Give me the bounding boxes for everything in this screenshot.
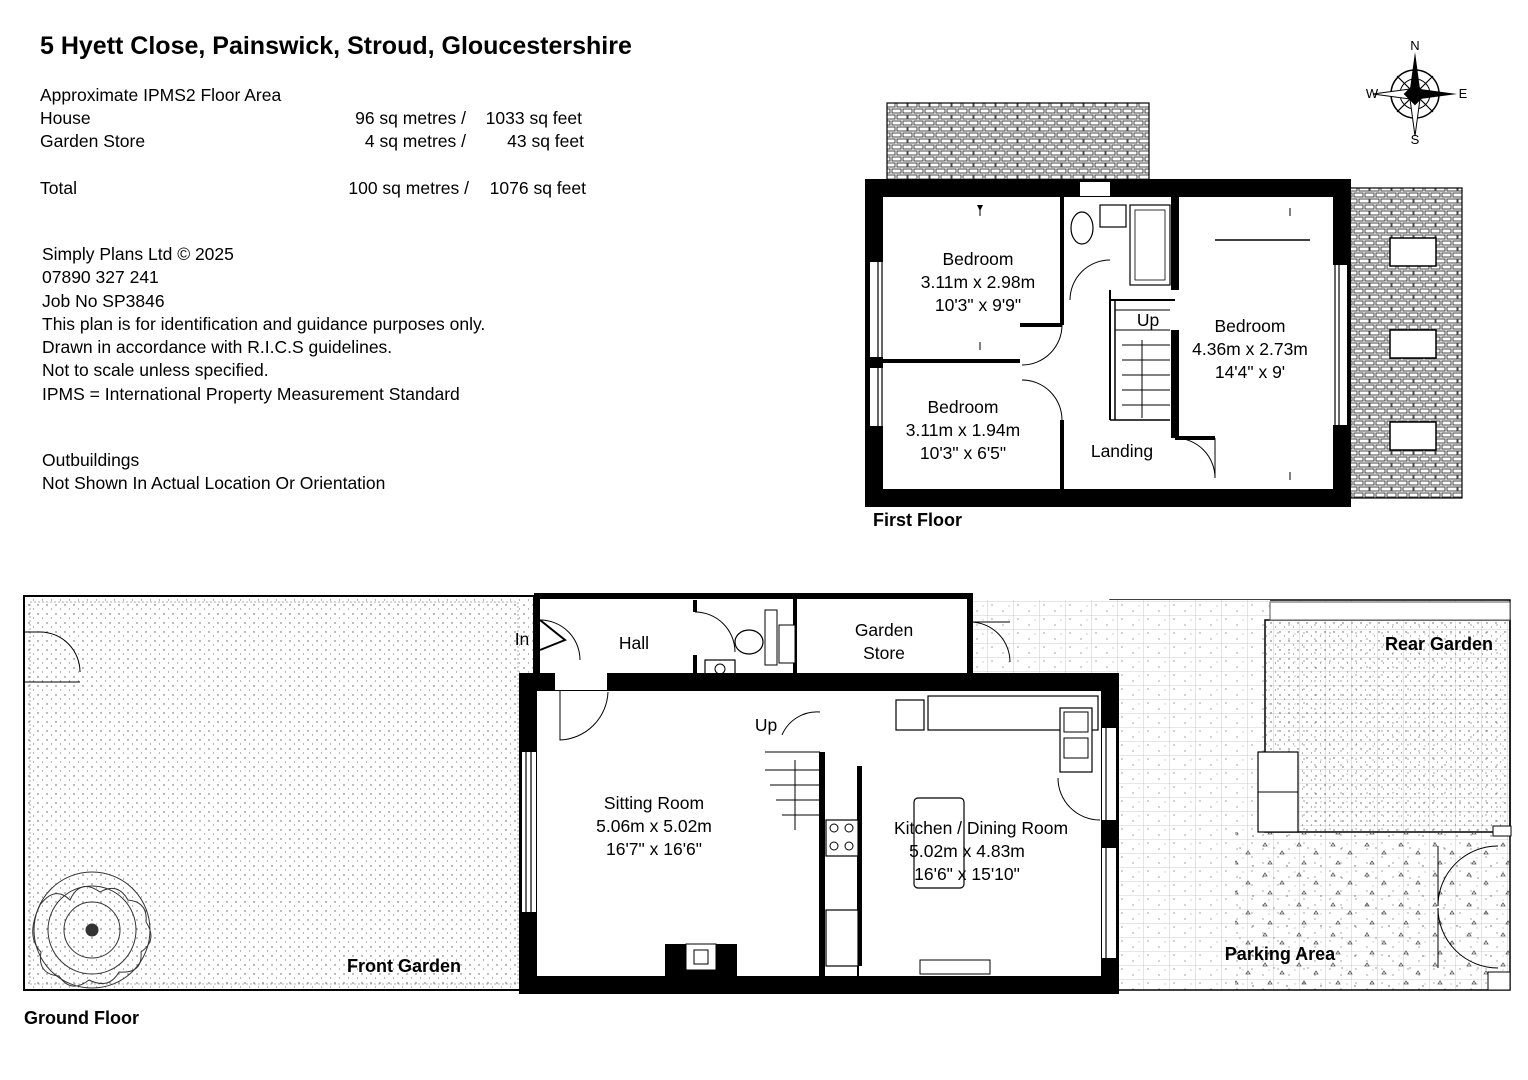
ff-bedroom1-imperial: 10'3" x 9'9" [934,295,1022,315]
front-garden-area [24,596,534,990]
ff-bedroom2-name: Bedroom [927,397,999,417]
compass-rose [1366,38,1468,147]
outbuildings-heading: Outbuildings [42,450,140,470]
company-name: Simply Plans Ltd © 2025 [42,244,234,264]
gf-stairs-up: Up [754,715,778,735]
gf-kitchen-metric: 5.02m x 4.83m [909,841,1025,861]
roof-tiles-top [887,103,1149,188]
compass-w: W [1365,86,1379,101]
gf-entrance-in: In [514,629,530,649]
roof-window [1390,330,1436,358]
ff-stairs-up: Up [1136,310,1160,330]
disclaimer-line-2: Drawn in accordance with R.I.C.S guidelines. [42,337,393,358]
company-phone: 07890 327 241 [42,267,159,288]
gf-kitchen-imperial: 16'6" x 15'10" [914,864,1020,884]
area-store-imperial: 43 sq feet [507,131,584,151]
compass-e: E [1458,86,1468,101]
area-total-metric: 100 sq metres / [348,178,469,198]
area-total-imperial: 1076 sq feet [489,178,586,198]
gf-sitting-room-name: Sitting Room [603,793,705,813]
compass-s: S [1410,132,1420,147]
ff-bedroom1-name: Bedroom [942,249,1014,269]
ground-floor-label: Ground Floor [24,1008,139,1028]
area-store-metric: 4 sq metres / [364,131,466,151]
gf-kitchen-name: Kitchen / Dining Room [893,818,1069,838]
job-number: Job No SP3846 [42,290,165,311]
disclaimer-line-1: This plan is for identification and guidance purposes only. [42,313,486,334]
roof-window [1390,422,1436,450]
gf-garden-store-line1: Garden [854,620,914,640]
area-house-label: House [40,108,91,128]
gf-sitting-room-metric: 5.06m x 5.02m [596,816,712,836]
ff-bedroom3-imperial: 14'4" x 9' [1214,362,1286,382]
gf-garden-store-line2: Store [863,643,905,663]
page-title: 5 Hyett Close, Painswick, Stroud, Gloucestershire [40,32,632,60]
area-store-label: Garden Store [40,131,146,151]
disclaimer-line-4: IPMS = International Property Measurement Standard [42,383,460,404]
ground-floor-plan [24,596,1511,1028]
gravel-area [1235,832,1510,990]
ff-landing: Landing [1090,441,1154,461]
ff-bedroom2-metric: 3.11m x 1.94m [905,420,1021,440]
gf-hall: Hall [618,633,650,653]
ff-bedroom3-name: Bedroom [1214,316,1286,336]
area-total-label: Total [40,178,77,198]
roof-window [1390,238,1436,266]
disclaimer-line-3: Not to scale unless specified. [42,360,269,381]
ff-bedroom3-metric: 4.36m x 2.73m [1192,339,1308,359]
first-floor-plan [870,103,1462,530]
area-heading: Approximate IPMS2 Floor Area [40,85,282,105]
gf-parking-area: Parking Area [1224,944,1336,964]
ff-bedroom1-metric: 3.11m x 2.98m [920,272,1036,292]
gf-sitting-room-imperial: 16'7" x 16'6" [606,839,702,859]
area-house-metric: 96 sq metres / [355,108,466,128]
outbuildings-note: Not Shown In Actual Location Or Orientation [42,473,386,493]
gf-front-garden: Front Garden [346,956,462,976]
compass-n: N [1410,38,1420,53]
first-floor-label: First Floor [873,510,962,530]
ff-bedroom2-imperial: 10'3" x 6'5" [919,443,1007,463]
area-house-imperial: 1033 sq feet [485,108,582,128]
gf-rear-garden: Rear Garden [1384,634,1494,654]
